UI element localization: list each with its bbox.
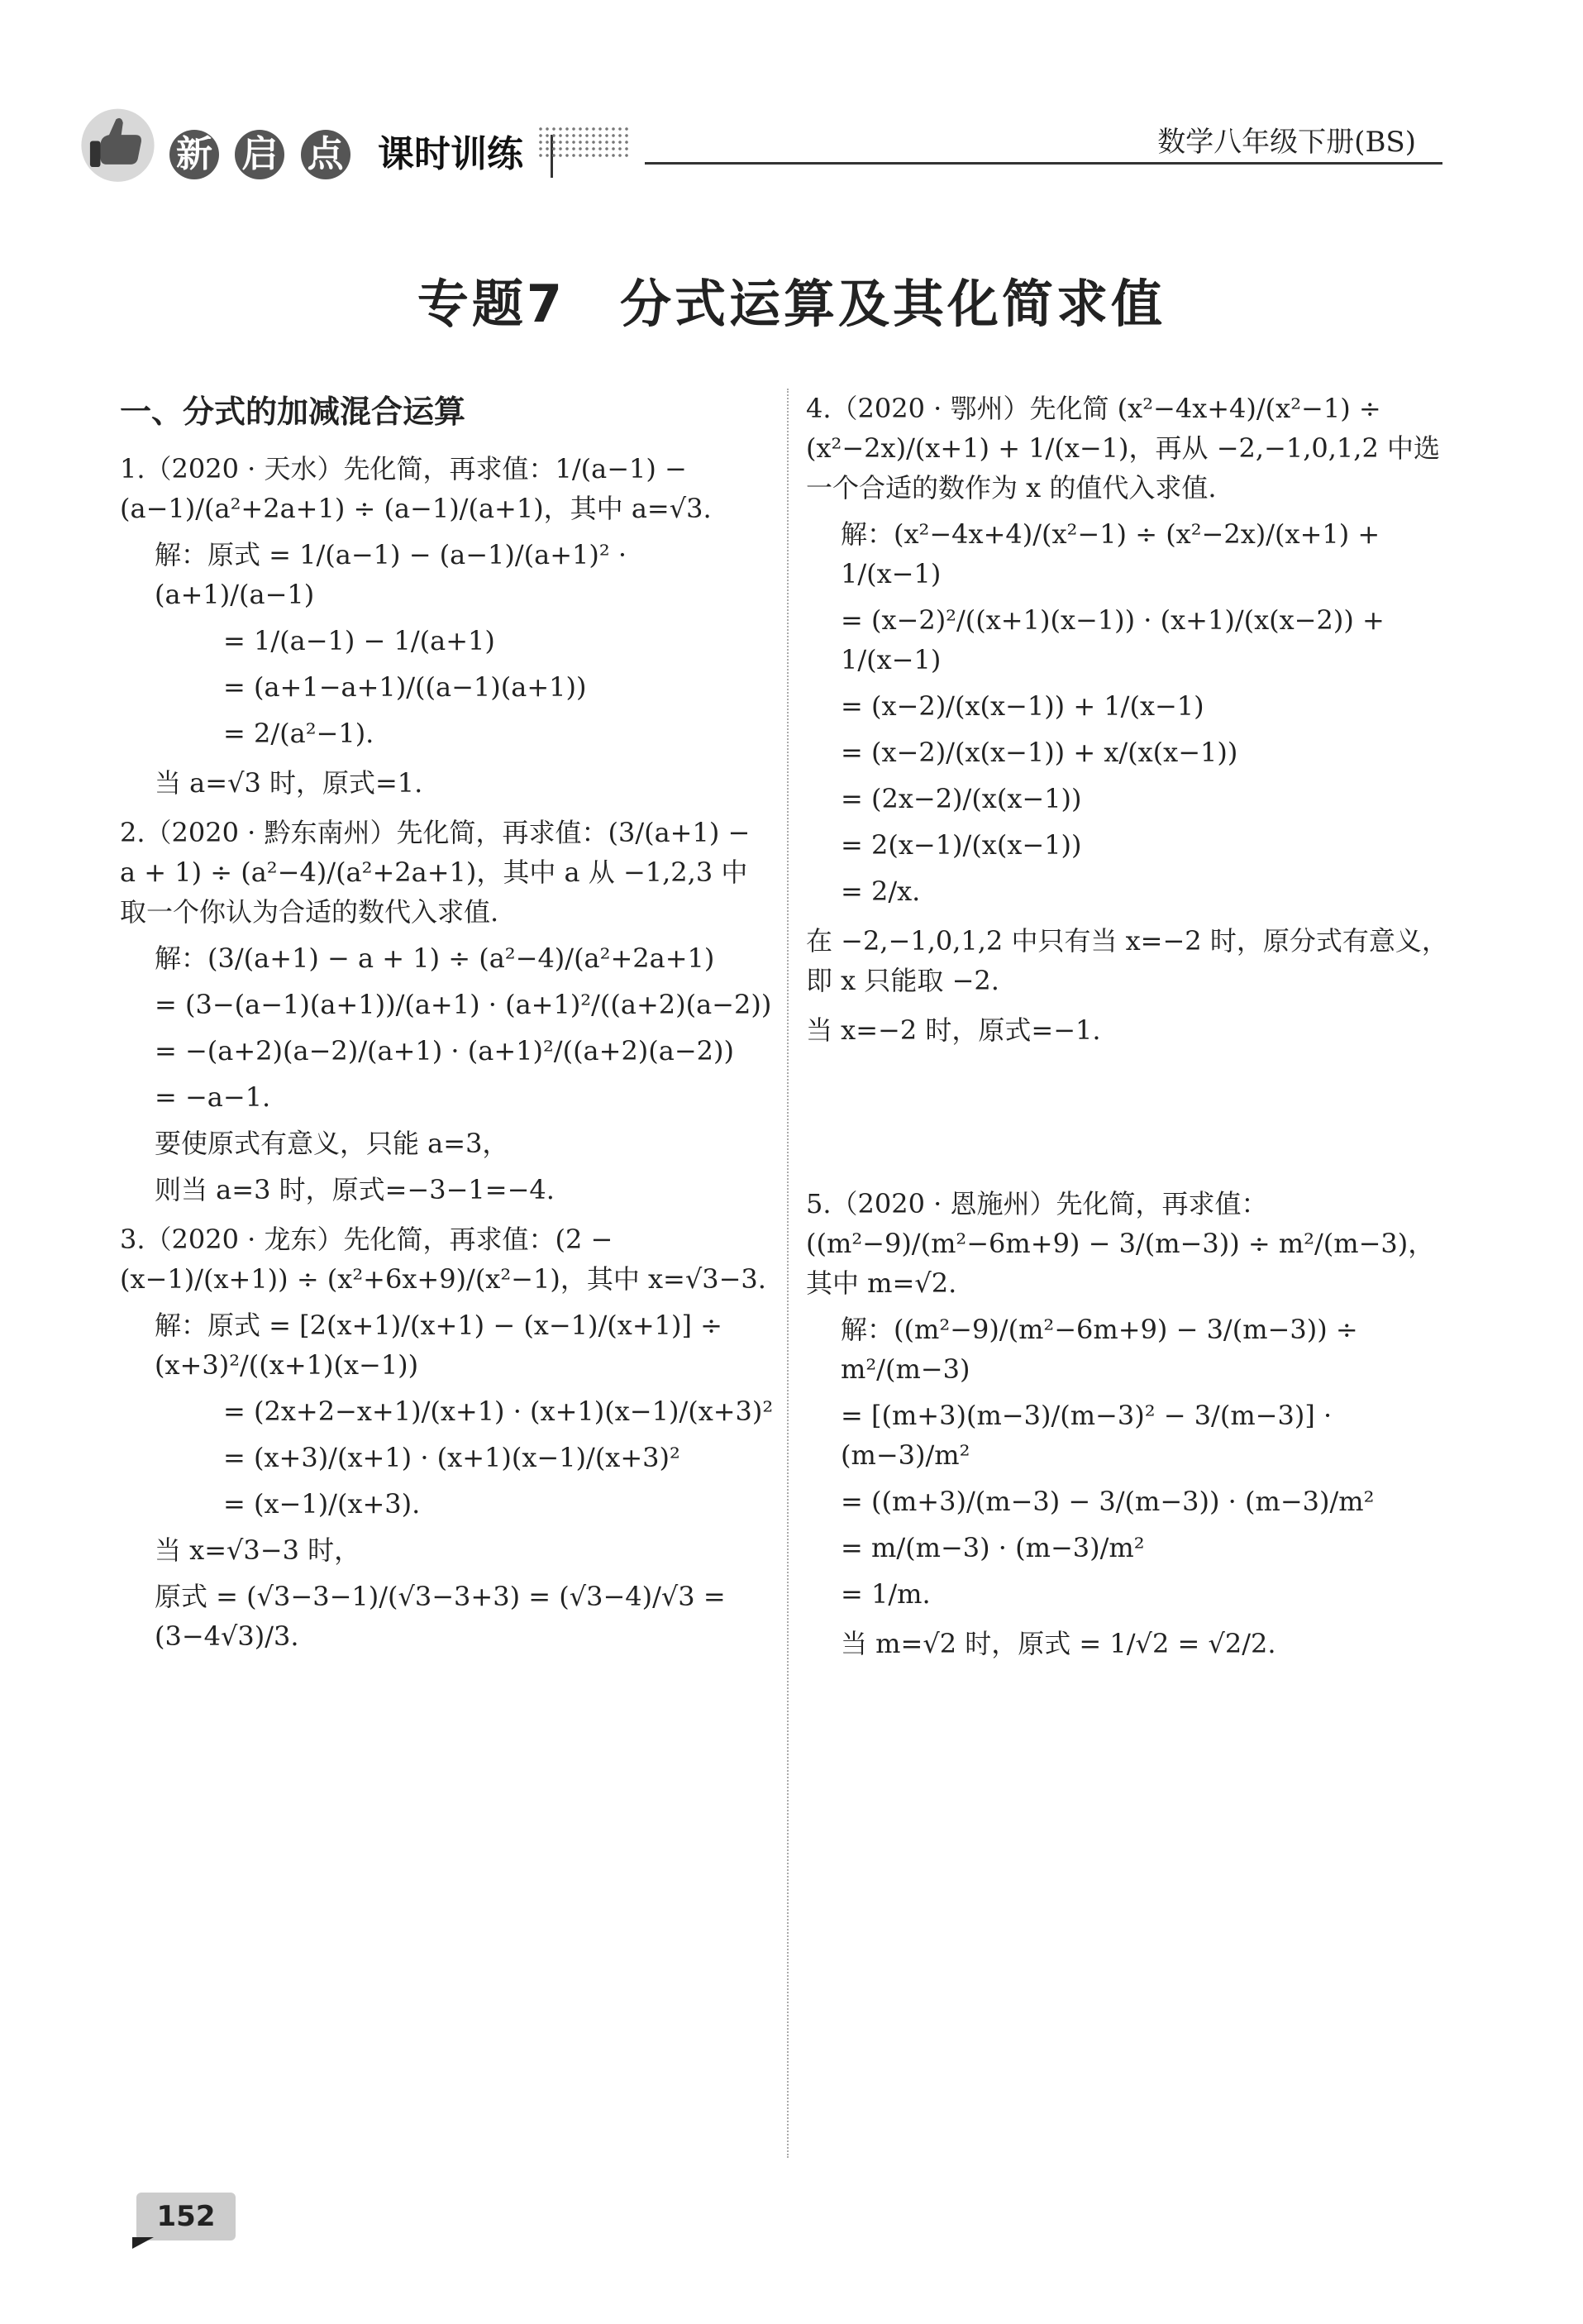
problem-4-step-2: = (x−2)²/((x+1)(x−1)) · (x+1)/(x(x−2)) + 1/(x−1) [841,604,1385,675]
column-divider [787,389,789,2158]
book-label: 数学八年级下册(BS) [1157,126,1416,159]
problem-4-step-6: = 2(x−1)/(x(x−1)) [841,829,1082,861]
problem-3-step-2: = (2x+2−x+1)/(x+1) · (x+1)(x−1)/(x+3)² [223,1396,774,1427]
problem-1-step-4: = 2/(a²−1). [223,718,374,749]
problem-1-step-1: 解：原式 = 1/(a−1) − (a−1)/(a+1)² · (a+1)/(a−1) [155,539,627,610]
header-rule [645,162,1442,165]
problem-1-step-3: = (a+1−a+1)/((a−1)(a+1)) [223,671,587,703]
problem-4-stem: 4.（2020 · 鄂州）先化简 (x²−4x+4)/(x²−1) ÷ (x²−2x)/(x+1) + 1/(x−1)，再从 −2,−1,0,1,2 中选一个合适的数作为 x 的值代入求值. [806,393,1440,503]
problem-5-answer: 当 m=√2 时，原式 = 1/√2 = √2/2. [841,1628,1276,1659]
problem-5-stem: 5.（2020 · 恩施州）先化简，再求值：((m²−9)/(m²−6m+9) − 3/(m−3)) ÷ m²/(m−3)，其中 m=√2. [806,1188,1435,1299]
problem-5-step-4: = m/(m−3) · (m−3)/m² [841,1532,1145,1563]
right-column [806,389,1459,1673]
problem-5-step-3: = ((m+3)/(m−3) − 3/(m−3)) · (m−3)/m² [841,1486,1375,1517]
problem-2-step-2: = (3−(a−1)(a+1))/(a+1) · (a+1)²/((a+2)(a−2)) [155,989,772,1020]
problem-2-answer-1: 要使原式有意义，只能 a=3， [155,1128,509,1159]
thumbs-up-logo-icon [74,98,161,184]
header-dot-pattern [537,126,628,160]
problem-4 [806,389,1459,1050]
problem-1-step-2: = 1/(a−1) − 1/(a+1) [223,625,495,656]
problem-3-step-4: = (x−1)/(x+3). [223,1488,421,1520]
problem-4-step-1: 解：(x²−4x+4)/(x²−1) ÷ (x²−2x)/(x+1) + 1/(x−1) [841,518,1380,589]
problem-3-step-1: 解：原式 = [2(x+1)/(x+1) − (x−1)/(x+1)] ÷ (x+3)²/((x+1)(x−1)) [155,1310,722,1381]
problem-3-answer-1: 当 x=√3−3 时， [155,1534,361,1566]
column-spacer [806,1060,1459,1184]
problem-5-step-5: = 1/m. [841,1578,931,1610]
problem-4-step-3: = (x−2)/(x(x−1)) + 1/(x−1) [841,690,1204,722]
brand-subtitle: 课时训练 [377,133,523,175]
problem-5-step-2: = [(m+3)(m−3)/(m−3)² − 3/(m−3)] · (m−3)/m² [841,1400,1333,1471]
problem-1-answer: 当 a=√3 时，原式=1. [155,767,423,799]
problem-2 [120,813,773,1210]
problem-2-answer-2: 则当 a=3 时，原式=−3−1=−4. [155,1174,555,1205]
brand-char-3: 点 [301,130,350,179]
problem-2-step-4: = −a−1. [155,1081,271,1113]
problem-3 [120,1219,773,1656]
problem-4-step-7: = 2/x. [841,876,921,907]
problem-2-step-1: 解：(3/(a+1) − a + 1) ÷ (a²−4)/(a²+2a+1) [155,942,715,974]
problem-1 [120,449,773,803]
problem-2-step-3: = −(a+2)(a−2)/(a+1) · (a+1)²/((a+2)(a−2)) [155,1035,734,1067]
problem-4-answer-2: 当 x=−2 时，原式=−1. [806,1014,1101,1046]
brand-char-2: 启 [235,130,284,179]
brand-char-1: 新 [169,130,219,179]
problem-4-step-4: = (x−2)/(x(x−1)) + x/(x(x−1)) [841,737,1238,768]
problem-1-stem: 1.（2020 · 天水）先化简，再求值：1/(a−1) − (a−1)/(a²+2a+1) ÷ (a−1)/(a+1)，其中 a=√3. [120,453,712,524]
page-number: 152 [136,2193,236,2240]
left-column [120,389,773,1666]
problem-3-answer-2: 原式 = (√3−3−1)/(√3−3+3) = (√3−4)/√3 = (3−4√3)/3. [155,1581,726,1652]
problem-3-stem: 3.（2020 · 龙东）先化简，再求值：(2 − (x−1)/(x+1)) ÷ (x²+6x+9)/(x²−1)，其中 x=√3−3. [120,1224,766,1295]
problem-5 [806,1184,1459,1663]
problem-3-step-3: = (x+3)/(x+1) · (x+1)(x−1)/(x+3)² [223,1442,680,1473]
problem-2-stem: 2.（2020 · 黔东南州）先化简，再求值：(3/(a+1) − a + 1) ÷ (a²−4)/(a²+2a+1)，其中 a 从 −1,2,3 中取一个你认为合适的数代入求值. [120,817,751,928]
problem-4-step-5: = (2x−2)/(x(x−1)) [841,783,1082,814]
problem-5-step-1: 解：((m²−9)/(m²−6m+9) − 3/(m−3)) ÷ m²/(m−3) [841,1314,1358,1385]
page-number-corner [132,2237,154,2249]
brand-title [169,124,553,179]
page-title: 专题7 分式运算及其化简求值 [417,274,1166,334]
problem-4-answer-1: 在 −2,−1,0,1,2 中只有当 x=−2 时，原分式有意义，即 x 只能取 −2. [806,925,1448,996]
section-heading: 一、分式的加减混合运算 [120,394,466,430]
